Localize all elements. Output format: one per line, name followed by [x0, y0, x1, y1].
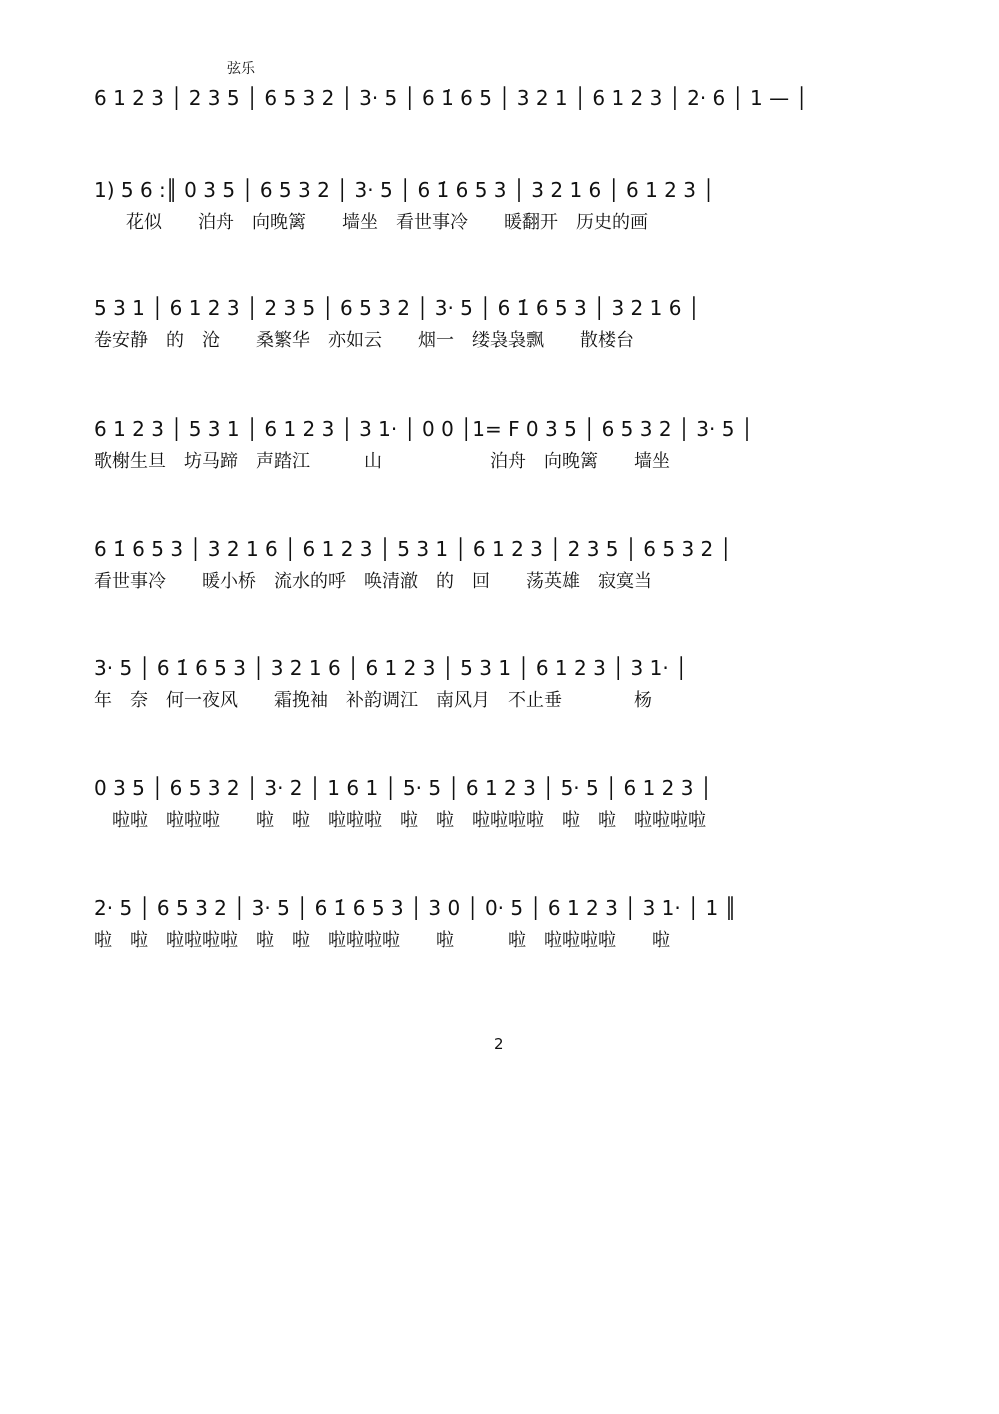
- lyrics-line: 花似 泊舟 向晚篱 墙坐 看世事冷 暖翻开 历史的画: [126, 212, 648, 233]
- lyrics-line: 卷安静 的 沧 桑繁华 亦如云 烟一 缕袅袅飘 散楼台: [94, 330, 634, 351]
- score-line-1: [0, 86, 999, 146]
- notes-line: 2· 5 │ 6 5 3 2 │ 3· 5 │ 6 1̇ 6 5 3 │ 3 0 │ 0· 5 │ 6 1 2 3 │ 3 1· │ 1 ║: [94, 896, 737, 920]
- instrument-annotation: 弦乐: [227, 61, 255, 77]
- lyrics-line: 啦 啦 啦啦啦啦 啦 啦 啦啦啦啦 啦 啦 啦啦啦啦 啦: [94, 930, 670, 951]
- score-line-8: [0, 896, 999, 956]
- notes-line: 6 1 2 3 │ 5 3 1 │ 6 1 2 3 │ 3 1· │ 0 0 │1= F 0 3 5 │ 6 5 3 2 │ 3· 5 │: [94, 417, 753, 441]
- lyrics-line: 歌榭生旦 坊马蹄 声踏江 山 泊舟 向晚篱 墙坐: [94, 451, 670, 472]
- score-line-6: [0, 656, 999, 716]
- lyrics-line: 年 奈 何一夜风 霜挽袖 补韵调江 南风月 不止垂 杨: [94, 690, 652, 711]
- notes-line: 6 1̇ 6 5 3 │ 3 2 1 6 │ 6 1 2 3 │ 5 3 1 │ 6 1 2 3 │ 2 3 5 │ 6 5 3 2 │: [94, 537, 732, 561]
- score-line-5: [0, 537, 999, 597]
- score-line-7: [0, 776, 999, 836]
- notes-line: 5 3 1 │ 6 1 2 3 │ 2 3 5 │ 6 5 3 2 │ 3· 5 │ 6 1̇ 6 5 3 │ 3 2 1 6 │: [94, 296, 700, 320]
- notes-line: 0 3 5 │ 6 5 3 2 │ 3· 2 │ 1 6 1 │ 5· 5 │ 6 1 2 3 │ 5· 5 │ 6 1 2 3 │: [94, 776, 712, 800]
- lyrics-line: 看世事冷 暖小桥 流水的呼 唤清澈 的 回 荡英雄 寂寞当: [94, 571, 652, 592]
- score-line-3: [0, 296, 999, 356]
- lyrics-line: 啦啦 啦啦啦 啦 啦 啦啦啦 啦 啦 啦啦啦啦 啦 啦 啦啦啦啦: [94, 810, 706, 831]
- notes-line: 1) 5 6 :║ 0 3 5 │ 6 5 3 2 │ 3· 5 │ 6 1̇ 6 5 3 │ 3 2 1 6 │ 6 1 2 3 │: [94, 178, 715, 202]
- notes-line: 3· 5 │ 6 1̇ 6 5 3 │ 3 2 1 6 │ 6 1 2 3 │ 5 3 1 │ 6 1 2 3 │ 3 1· │: [94, 656, 688, 680]
- score-line-4: [0, 417, 999, 477]
- score-line-2: [0, 178, 999, 238]
- notes-line: 6 1 2 3 │ 2 3 5 │ 6 5 3 2 │ 3· 5 │ 6 1̇ 6 5 │ 3 2 1 │ 6 1 2 3 │ 2· 6 │ 1 — │: [94, 86, 808, 110]
- page-number: 2: [494, 1035, 504, 1053]
